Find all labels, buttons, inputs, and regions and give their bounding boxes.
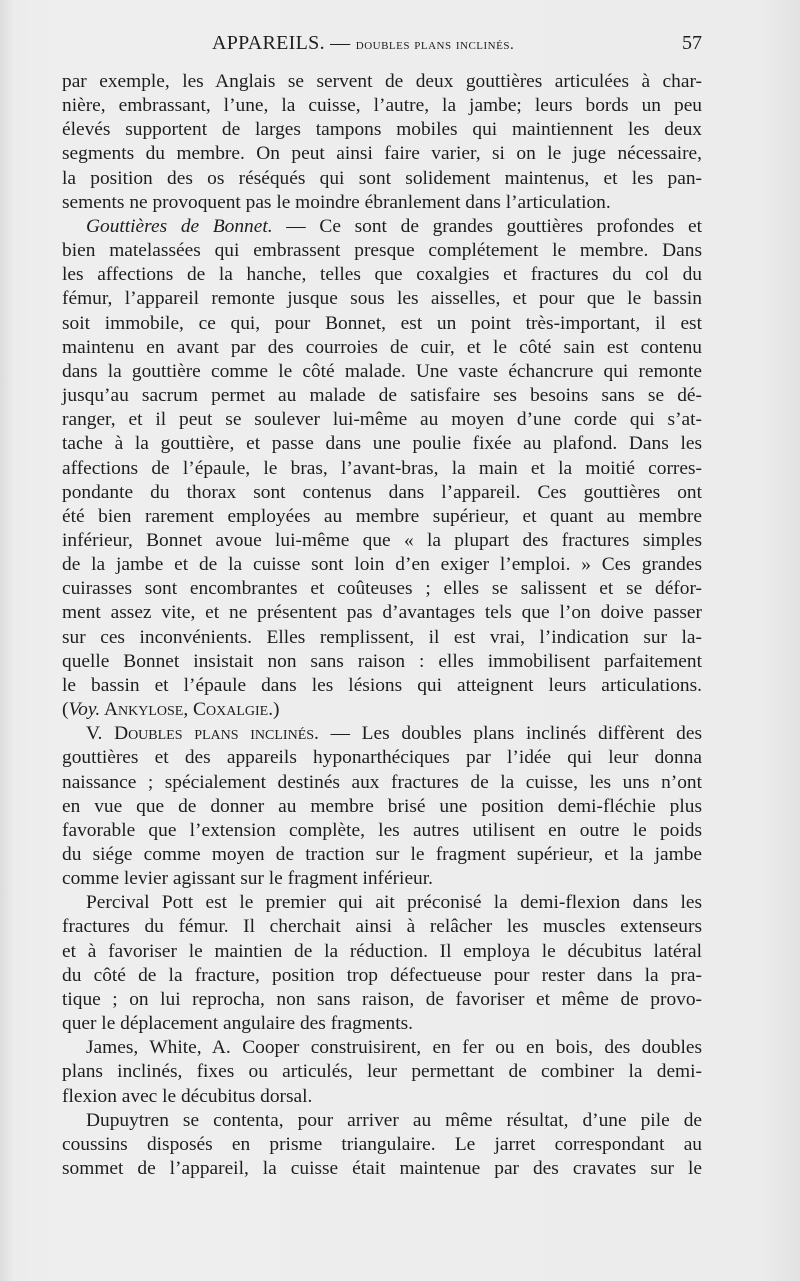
text-line: sements ne provoquent pas le moindre ébranlement dans l’articulation. [62,191,611,213]
text-line: tique ; on lui reprocha, non sans raison, de favoriser et même de provo- [62,988,702,1010]
text-line: fémur, l’appareil remonte jusque sous les aisselles, et pour que le bassin [62,288,702,310]
line-text: — Les doubles plans inclinés diffèrent des [318,723,702,745]
text-line: tache à la gouttière, et passe dans une poulie fixée au plafond. Dans les [62,433,702,455]
text-line: le bassin et l’épaule dans les lésions qui atteignent leurs articulations. [62,674,702,696]
text-line: du côté de la fracture, position trop défectueuse pour rester dans la pra- [62,964,702,986]
text-line: quelle Bonnet insistait non sans raison : elles immobilisent parfaitement [62,650,702,672]
text-line: flexion avec le décubitus dorsal. [62,1085,313,1107]
text-line [62,215,702,239]
text-line: fractures du fémur. Il cherchait ainsi à relâcher les muscles extenseurs [62,916,702,938]
voy-italic: Voy. [68,699,101,721]
text-line: comme levier agissant sur le fragment inférieur. [62,868,433,890]
text-line: par exemple, les Anglais se servent de deux gouttières articulées à char- [62,71,702,92]
text-line: jusqu’au sacrum permet au malade de satisfaire ses besoins sans se dé- [62,385,702,407]
text-line: Dupuytren se contenta, pour arriver au même résultat, d’une pile de [86,1109,702,1131]
text-line: gouttières et des appareils hyponarthéciques par l’idée qui leur donna [62,747,702,769]
text-line: quer le déplacement angulaire des fragments. [62,1013,414,1035]
section-number: V. [86,723,115,745]
paren: ( [62,699,69,721]
text-line: élevés supportent de larges tampons mobiles qui maintiennent les deux [62,119,702,141]
text-line: soit immobile, ce qui, pour Bonnet, est un point très-important, il est [62,312,702,334]
text-line: sommet de l’appareil, la cuisse était maintenue par des cravates sur le [62,1158,702,1180]
line-text: — Ce sont de grandes gouttières profondes et [272,215,702,237]
text-line: inférieur, Bonnet avoue lui-même que « la plupart des fractures simples [62,529,702,551]
text-line: du siége comme moyen de traction sur le fragment supérieur, et la jambe [62,844,702,865]
text-line: été bien rarement employées au membre supérieur, et quant au membre [62,505,702,527]
text-line [62,722,702,746]
text-line: sur ces inconvénients. Elles remplissent, il est vrai, l’indication sur la- [62,626,702,648]
page-number: 57 [682,32,702,54]
text-line: ment assez vite, et ne présentent pas d’avantages tels que l’on doive passer [62,602,702,624]
text-line: favorable que l’extension complète, les autres utilisent en outre le poids [62,819,702,841]
running-title-separator: . — [319,32,356,54]
running-title [212,32,514,55]
text-line: naissance ; spécialement destinés aux fractures de la cuisse, les uns n’ont [62,771,702,793]
running-title-main: APPAREILS [212,32,320,54]
body-text [62,70,702,1181]
text-line: et à favoriser le maintien de la réduction. Il employa le décubitus latéral [62,940,702,962]
text-line: maintenu en avant par des courroies de cuir, et le côté sain est contenu [62,336,702,358]
text-line: pondante du thorax sont contenus dans l’appareil. Ces gouttières ont [62,481,702,503]
text-line: en vue que de donner au membre brisé une position demi-fléchie plus [62,795,702,817]
text-line [62,698,702,722]
text-line: dans la gouttière comme le côté malade. Une vaste échancrure qui remonte [62,360,702,382]
text-line: les affections de la hanche, telles que coxalgies et fractures du col du [62,264,702,286]
text-line: bien matelassées qui embrassent presque complétement le membre. Dans [62,240,702,262]
text-line: coussins disposés en prisme triangulaire. Le jarret correspondant au [62,1133,702,1155]
text-line: cuirasses sont encombrantes et coûteuses ; elles se salissent et se défor- [62,578,702,600]
text-line: Percival Pott est le premier qui ait préconisé la demi-flexion dans les [86,892,702,914]
text-line: ranger, et il peut se soulever lui-même au moyen d’une corde qui s’at- [62,409,702,431]
running-header [62,32,702,60]
running-title-sub: doubles plans inclinés. [355,37,515,53]
section-title: Doubles plans inclinés. [114,723,319,745]
text-line: affections de l’épaule, le bras, l’avant-bras, la main et la moitié corres- [62,457,702,479]
text-line: plans inclinés, fixes ou articulés, leur permettant de combiner la demi- [62,1061,702,1083]
text-line: segments du membre. On peut ainsi faire varier, si on le juge nécessaire, [62,143,702,165]
text-line: la position des os réséqués qui sont solidement maintenus, et les pan- [62,167,702,189]
text-line: nière, embrassant, l’une, la cuisse, l’autre, la jambe; leurs bords un peu [62,95,702,117]
text-line: James, White, A. Cooper construisirent, en fer ou en bois, des doubles [86,1037,702,1059]
subheading-italic: Gouttières de Bonnet. [86,215,273,237]
text-line: de la jambe et de la cuisse sont loin d’en exiger l’emploi. » Ces grandes [62,554,702,576]
cross-reference: Ankylose, Coxalgie.) [100,699,280,721]
